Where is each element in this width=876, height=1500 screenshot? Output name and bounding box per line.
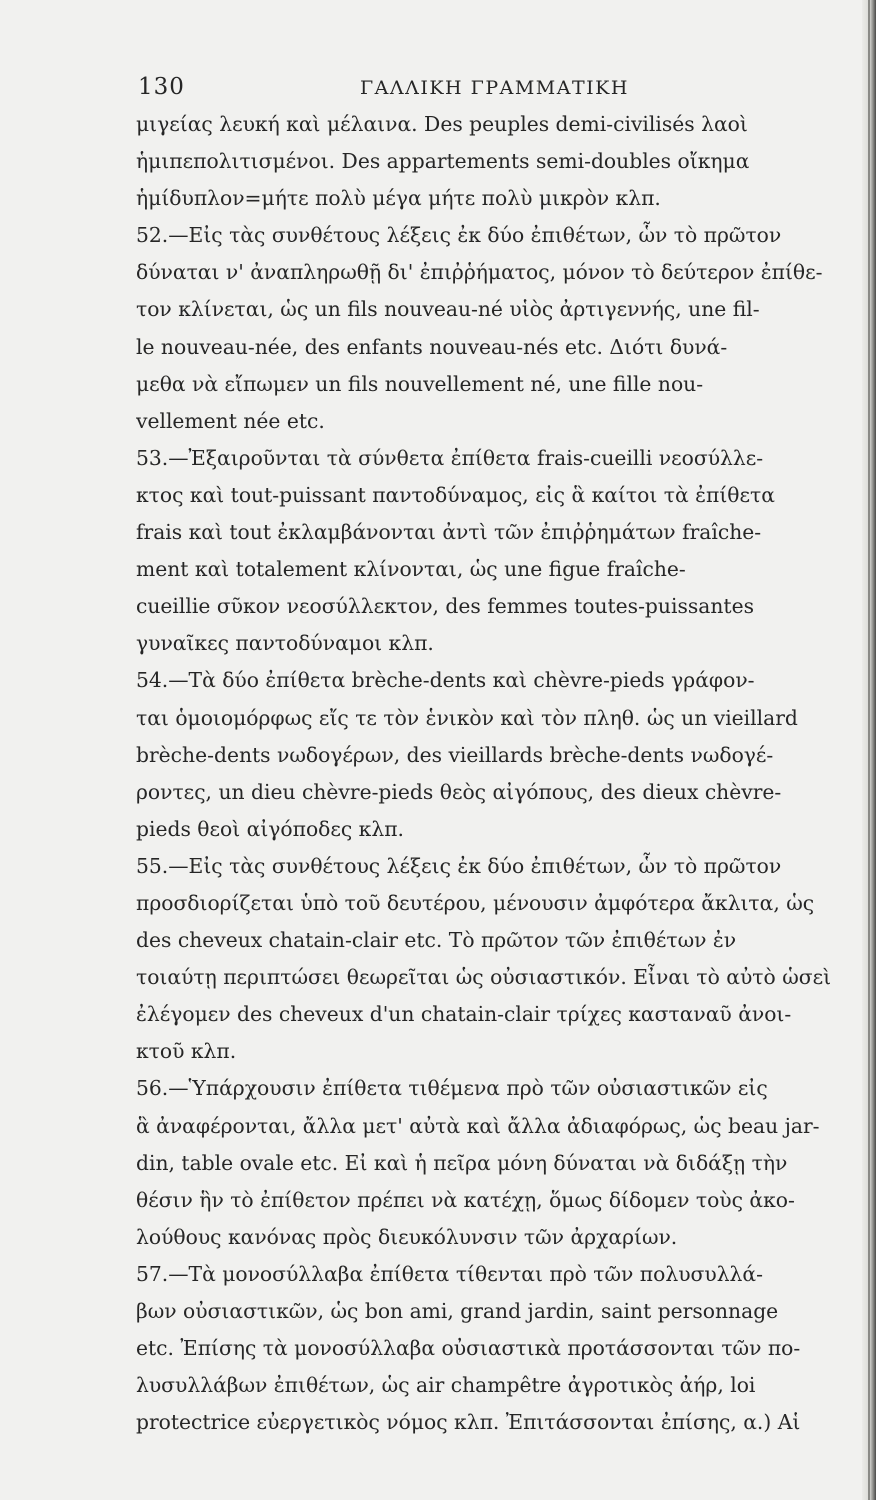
text-line: λούθους κανόνας πρὸς διευκόλυνσιν τῶν ἀρχαρίων. <box>136 1224 678 1249</box>
text-body <box>136 106 848 1441</box>
paragraph-55-start: 55.—Εἰς τὰς συνθέτους λέξεις ἐκ δύο ἐπιθέτων, ὧν τὸ πρῶτον <box>136 853 782 878</box>
running-title: ΓΑΛΛΙΚΗ ΓΡΑΜΜΑΤΙΚΗ <box>360 77 629 99</box>
paragraph-54-start: 54.—Τὰ δύο ἐπίθετα brèche-dents καὶ chèvre-pieds γράφον- <box>136 668 755 693</box>
text-line: ἃ ἀναφέρονται, ἄλλα μετ' αὐτὰ καὶ ἄλλα ἀδιαφόρως, ὡς beau jar- <box>136 1113 820 1138</box>
page-header <box>138 74 854 108</box>
text-line: ἡμίδυπλον=μήτε πολὺ μέγα μήτε πολὺ μικρὸν κλπ. <box>136 186 661 211</box>
text-line: ment καὶ totalement κλίνονται, ὡς une figue fraîche- <box>136 557 686 582</box>
text-line: etc. Ἐπίσης τὰ μονοσύλλαβα οὐσιαστικὰ προτάσσονται τῶν πο- <box>136 1336 801 1361</box>
page-edge-line <box>868 0 870 1500</box>
text-line: δύναται ν' ἀναπληρωθῇ δι' ἐπιῤῥήματος, μόνον τὸ δεύτερον ἐπίθε- <box>136 260 823 285</box>
text-line: le nouveau-née, des enfants nouveau-nés etc. Διότι δυνά- <box>136 334 728 359</box>
text-line: προσδιορίζεται ὑπὸ τοῦ δευτέρου, μένουσιν ἀμφότερα ἄκλιτα, ὡς <box>136 890 815 915</box>
text-line: θέσιν ἣν τὸ ἐπίθετον πρέπει νὰ κατέχῃ, ὅμως δίδομεν τοὺς ἀκο- <box>136 1187 795 1212</box>
text-line: τον κλίνεται, ὡς un fils nouveau-né υἱὸς ἀρτιγεννής, une fil- <box>136 297 760 322</box>
text-line: protectrice εὐεργετικὸς νόμος κλπ. Ἐπιτάσσονται ἐπίσης, α.) Αἱ <box>136 1410 801 1435</box>
text-line: ροντες, un dieu chèvre-pieds θεὸς αἰγόπους, des dieux chèvre- <box>136 779 782 804</box>
paragraph-53-start: 53.—Ἐξαιροῦνται τὰ σύνθετα ἐπίθετα frais-cueilli νεοσύλλε- <box>136 445 764 470</box>
paragraph-57-start: 57.—Τὰ μονοσύλλαβα ἐπίθετα τίθενται πρὸ τῶν πολυσυλλά- <box>136 1261 763 1286</box>
text-line: pieds θεοὶ αἰγόποδες κλπ. <box>136 816 404 841</box>
text-line: ται ὁμοιομόρφως εἴς τε τὸν ἑνικὸν καὶ τὸν πληθ. ὡς un vieillard <box>136 705 798 730</box>
text-line: vellement née etc. <box>136 408 325 433</box>
text-line: γυναῖκες παντοδύναμοι κλπ. <box>136 631 434 656</box>
text-line: ἡμιπεπολιτισμένοι. Des appartements semi-doubles οἴκημα <box>136 149 750 174</box>
text-line: μεθα νὰ εἴπωμεν un fils nouvellement né, une fille nou- <box>136 371 704 396</box>
text-line: des cheveux chatain-clair etc. Τὸ πρῶτον τῶν ἐπιθέτων ἐν <box>136 928 737 953</box>
text-line: cueillie σῦκον νεοσύλλεκτον, des femmes toutes-puissantes <box>136 594 754 619</box>
text-line: λυσυλλάβων ἐπιθέτων, ὡς air champêtre ἀγροτικὸς ἀήρ, loi <box>136 1373 756 1398</box>
paragraph-56-start: 56.—Ὑπάρχουσιν ἐπίθετα τιθέμενα πρὸ τῶν οὐσιαστικῶν εἰς <box>136 1076 768 1101</box>
text-line: din, table ovale etc. Εἰ καὶ ἡ πεῖρα μόνη δύναται νὰ διδάξῃ τὴν <box>136 1150 788 1175</box>
text-line: κτος καὶ tout-puissant παντοδύναμος, εἰς ἃ καίτοι τὰ ἐπίθετα <box>136 482 775 507</box>
paragraph-52-start: 52.—Εἰς τὰς συνθέτους λέξεις ἐκ δύο ἐπιθέτων, ὧν τὸ πρῶτον <box>136 223 782 248</box>
text-line: brèche-dents νωδογέρων, des vieillards brèche-dents νωδογέ- <box>136 742 774 767</box>
text-line: μιγείας λευκή καὶ μέλαινα. Des peuples demi-civilisés λαοὶ <box>136 112 748 136</box>
text-line: βων οὐσιαστικῶν, ὡς bon ami, grand jardin, saint personnage <box>136 1299 779 1323</box>
text-line: ἐλέγομεν des cheveux d'un chatain-clair τρίχες κασταναῦ ἀνοι- <box>136 1002 792 1027</box>
page-number: 130 <box>138 74 185 100</box>
text-line: κτοῦ κλπ. <box>136 1039 237 1064</box>
text-line: τοιαύτῃ περιπτώσει θεωρεῖται ὡς οὐσιαστικόν. Εἶναι τὸ αὐτὸ ὡσεὶ <box>136 965 832 990</box>
text-line: frais καὶ tout ἐκλαμβάνονται ἀντὶ τῶν ἐπιῤῥημάτων fraîche- <box>136 520 762 545</box>
